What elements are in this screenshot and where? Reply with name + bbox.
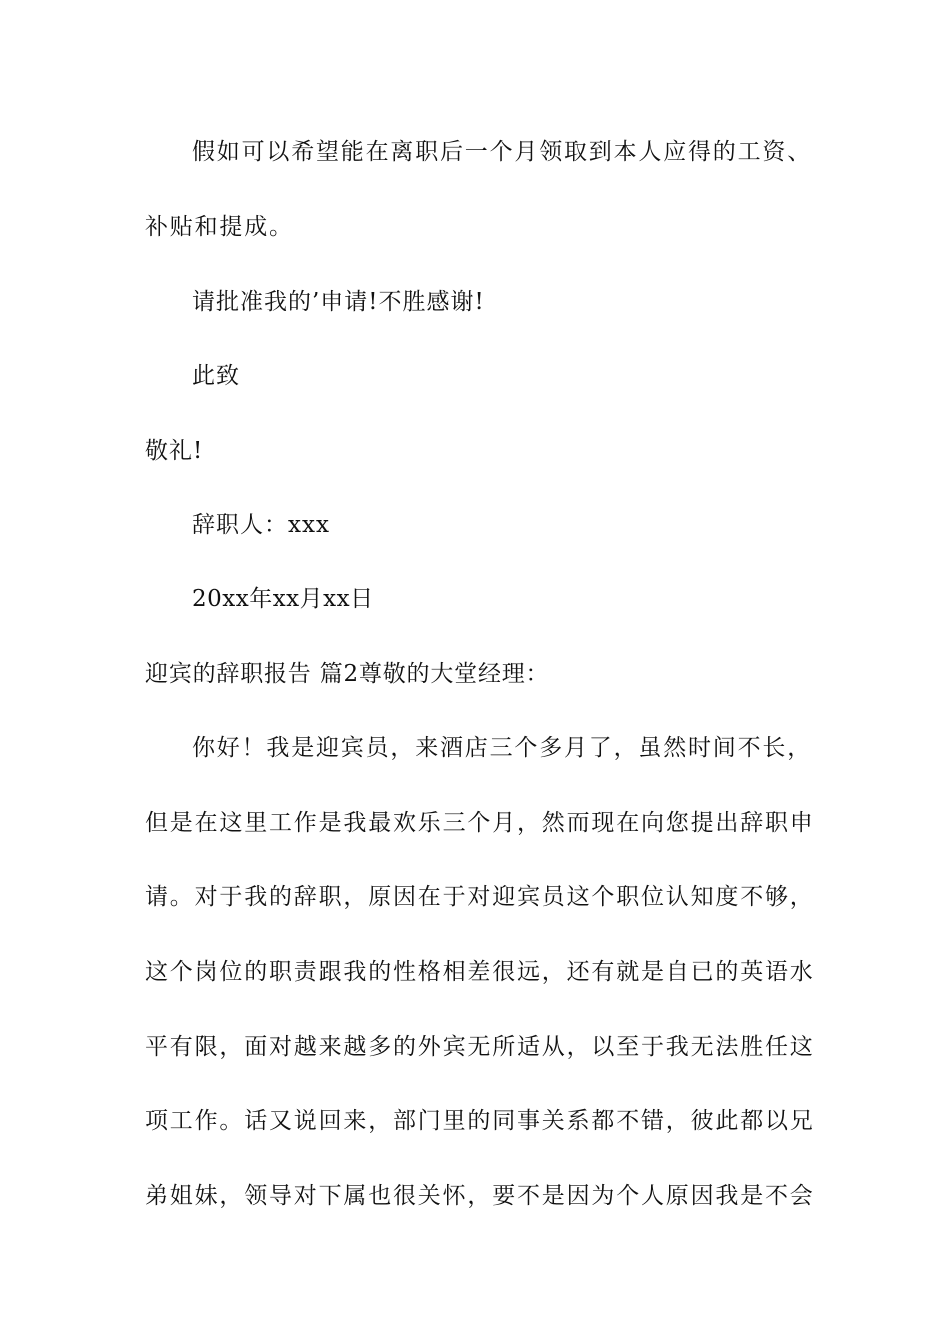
paragraph-line: 请。对于我的辞职，原因在于对迎宾员这个职位认知度不够，	[145, 884, 815, 910]
paragraph-line: 但是在这里工作是我最欢乐三个月，然而现在向您提出辞职申	[145, 810, 815, 836]
paragraph-line: 平有限，面对越来越多的外宾无所适从，以至于我无法胜任这	[145, 1034, 815, 1060]
closing-line: 此致	[192, 363, 240, 389]
salutation-line: 敬礼!	[145, 438, 204, 464]
paragraph-line: 假如可以希望能在离职后一个月领取到本人应得的工资、	[192, 139, 812, 165]
date-line: 20xx年xx月xx日	[192, 586, 374, 612]
paragraph-line: 请批准我的’申请!不胜感谢!	[192, 289, 485, 315]
signature-line: 辞职人：xxx	[192, 512, 330, 538]
paragraph-line: 弟姐妹，领导对下属也很关怀，要不是因为个人原因我是不会	[145, 1183, 815, 1209]
paragraph-line: 补贴和提成。	[145, 214, 294, 240]
paragraph-line: 项工作。话又说回来，部门里的同事关系都不错，彼此都以兄	[145, 1108, 815, 1134]
paragraph-line: 你好！我是迎宾员，来酒店三个多月了，虽然时间不长，	[192, 735, 812, 761]
paragraph-line: 这个岗位的职责跟我的性格相差很远，还有就是自已的英语水	[145, 959, 815, 985]
section-heading: 迎宾的辞职报告 篇2尊敬的大堂经理：	[145, 661, 550, 687]
